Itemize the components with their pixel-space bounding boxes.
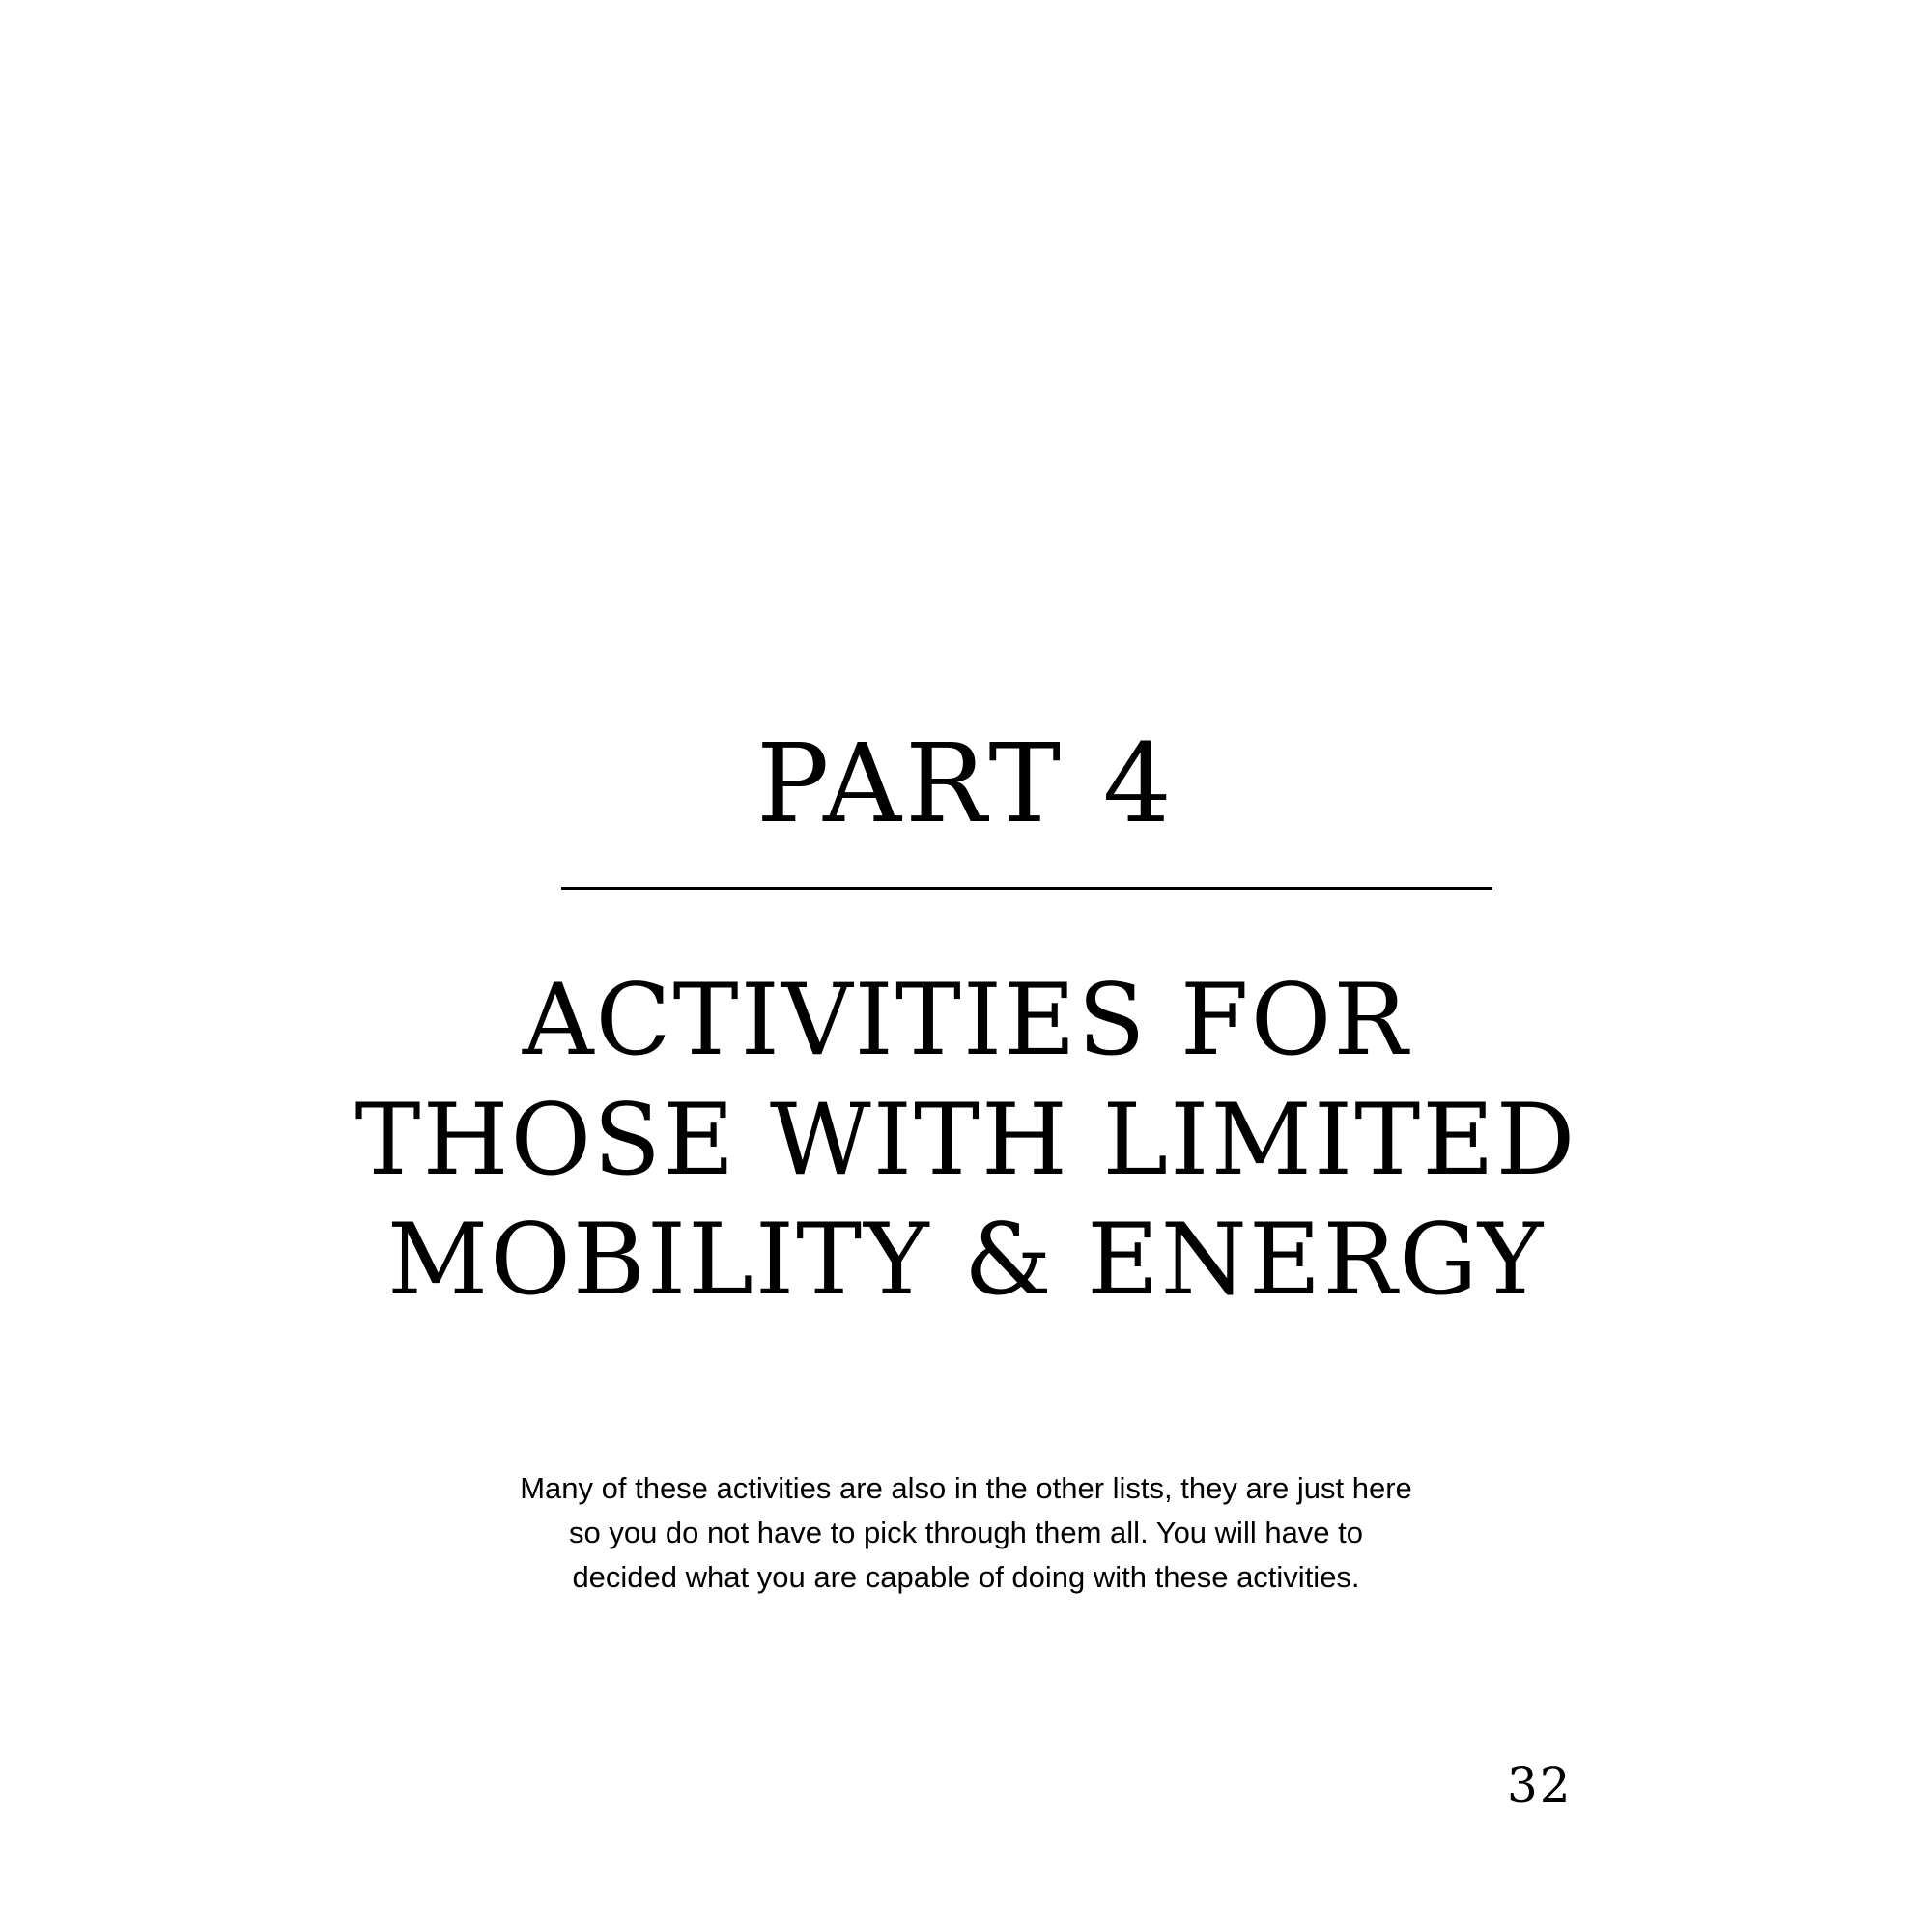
part-title: PART 4: [756, 722, 1176, 847]
section-title: [0, 961, 1932, 1321]
intro-line-3: decided what you are capable of doing with these activities.: [572, 1560, 1360, 1594]
section-title-line-1: ACTIVITIES FOR: [522, 963, 1410, 1078]
title-divider: [561, 887, 1492, 890]
section-title-line-2: THOSE WITH LIMITED: [355, 1083, 1577, 1198]
intro-paragraph: [406, 1466, 1526, 1600]
section-title-line-3: MOBILITY & ENERGY: [386, 1203, 1546, 1318]
page-number: 32: [1507, 1757, 1573, 1813]
intro-line-1: Many of these activities are also in the other lists, they are just here: [520, 1471, 1412, 1505]
intro-line-2: so you do not have to pick through them all. You will have to: [568, 1516, 1364, 1549]
